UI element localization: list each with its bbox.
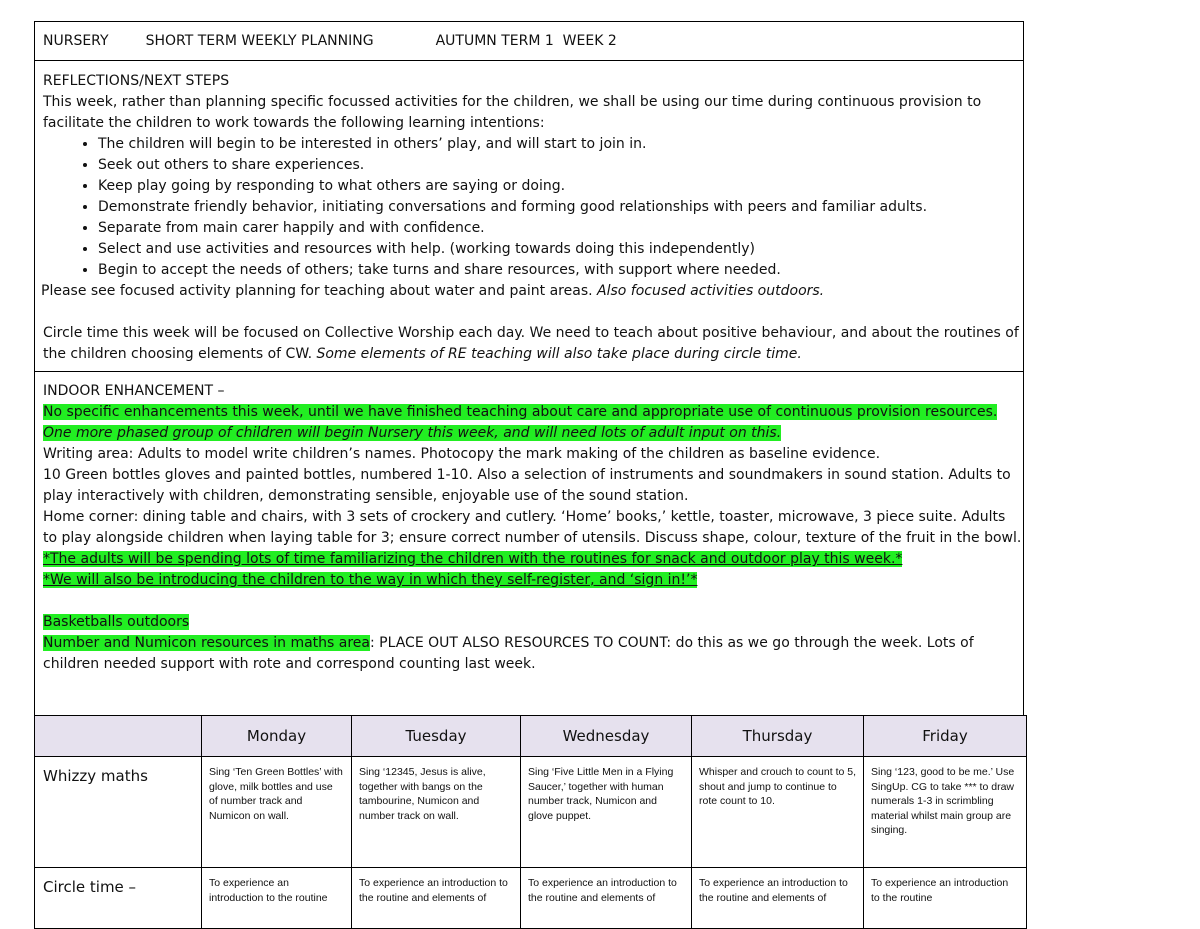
learning-intentions-list: [43, 134, 1023, 281]
row-label: Whizzy maths: [35, 757, 202, 868]
list-item: • Begin to accept the needs of others; take turns and share resources, with support where needed.: [98, 260, 1023, 281]
table-cell: To experience an introduction to the routine and elements of: [692, 868, 864, 929]
header-row: [34, 21, 1024, 60]
table-row: [35, 757, 1027, 868]
table-header-row: [35, 716, 1027, 757]
list-item: • Select and use activities and resources with help. (working towards doing this independently): [98, 239, 1023, 260]
highlight-phased-group: One more phased group of children will begin Nursery this week, and will need lots of adult input on this.: [43, 425, 782, 441]
header-term: AUTUMN TERM 1 WEEK 2: [435, 33, 617, 49]
table-cell: Sing ‘Ten Green Bottles’ with glove, milk bottles and use of number track and Numicon on wall.: [202, 757, 352, 868]
day-header: Tuesday: [352, 716, 521, 757]
focus-text: Please see focused activity planning for teaching about water and paint areas.: [41, 283, 598, 299]
list-item: • Demonstrate friendly behavior, initiating conversations and forming good relationships with peers and familiar adults.: [98, 197, 1023, 218]
table-cell: To experience an introduction to the routine and elements of: [521, 868, 692, 929]
focus-line: [41, 281, 1023, 302]
indoor-enhancement-section: [34, 371, 1024, 715]
highlight-self-register: *We will also be introducing the children to the way in which they self-register, and ‘sign in!’*: [43, 572, 698, 588]
header-planning-title: SHORT TERM WEEKLY PLANNING: [145, 33, 374, 49]
corner-cell: [35, 716, 202, 757]
list-item: • Keep play going by responding to what others are saying or doing.: [98, 176, 1023, 197]
indoor-heading: INDOOR ENHANCEMENT –: [43, 383, 225, 399]
circle-italic: Some elements of RE teaching will also take place during circle time.: [316, 346, 802, 362]
reflections-section: [34, 60, 1024, 371]
highlight-snack-routine: *The adults will be spending lots of time familiarizing the children with the routines for snack and outdoor play this week.*: [43, 551, 903, 567]
table-row: [35, 868, 1027, 929]
table-cell: Sing ‘12345, Jesus is alive, together with bangs on the tambourine, Numicon and number track on wall.: [352, 757, 521, 868]
row-label: Circle time –: [35, 868, 202, 929]
home-corner-note: Home corner: dining table and chairs, with 3 sets of crockery and cutlery. ‘Home’ books,’ kettle, toaster, microwave, 3 piece suite. Adults to play alongside children when laying table for 3; ensure correct number of utensils. Discuss shape, colour, texture of the fruit in the bowl.: [43, 509, 1022, 546]
table-cell: Sing ‘Five Little Men in a Flying Saucer,’ together with human number track, Numicon and glove puppet.: [521, 757, 692, 868]
sound-station-note: 10 Green bottles gloves and painted bottles, numbered 1-10. Also a selection of instruments and soundmakers in sound station. Adults to play interactively with children, demonstrating sensible, enjoyable use of the sound station.: [43, 467, 1011, 504]
reflections-heading: REFLECTIONS/NEXT STEPS: [43, 73, 230, 89]
table-cell: To experience an introduction to the routine and elements of: [352, 868, 521, 929]
table-cell: Whisper and crouch to count to 5, shout and jump to continue to rote count to 10.: [692, 757, 864, 868]
weekly-table: [34, 715, 1027, 929]
numicon-note: [43, 633, 1023, 675]
count-text: : PLACE OUT ALSO RESOURCES TO COUNT: do this as we go through the week. Lots of children needed support with rote and correspond counting last week.: [43, 635, 974, 672]
day-header: Monday: [202, 716, 352, 757]
table-cell: To experience an introduction to the routine: [202, 868, 352, 929]
header-nursery: NURSERY: [43, 33, 109, 49]
day-header: Thursday: [692, 716, 864, 757]
highlight-numicon: Number and Numicon resources in maths area: [43, 635, 370, 651]
list-item: • The children will begin to be interested in others’ play, and will start to join in.: [98, 134, 1023, 155]
planning-document: [34, 21, 1024, 929]
list-item: • Separate from main carer happily and with confidence.: [98, 218, 1023, 239]
circle-time-note: [43, 323, 1023, 365]
reflections-intro: This week, rather than planning specific focussed activities for the children, we shall be using our time during continuous provision to facilitate the children to work towards the following learning intentions:: [43, 94, 982, 131]
writing-area-note: Writing area: Adults to model write children’s names. Photocopy the mark making of the children as baseline evidence.: [43, 446, 881, 462]
table-cell: To experience an introduction to the routine: [864, 868, 1027, 929]
table-cell: Sing ‘123, good to be me.’ Use SingUp. CG to take *** to draw numerals 1-3 in scrimbling material whilst main group are singing.: [864, 757, 1027, 868]
circle-text: Circle time this week will be focused on Collective Worship each day. We need to teach about positive behaviour, and about the routines of the children choosing elements of CW.: [43, 325, 1019, 362]
focus-italic: Also focused activities outdoors.: [597, 283, 825, 299]
day-header: Friday: [864, 716, 1027, 757]
highlight-no-enhancements: No specific enhancements this week, until we have finished teaching about care and appropriate use of continuous provision resources.: [43, 404, 998, 420]
day-header: Wednesday: [521, 716, 692, 757]
highlight-basketballs: Basketballs outdoors: [43, 614, 190, 630]
list-item: • Seek out others to share experiences.: [98, 155, 1023, 176]
